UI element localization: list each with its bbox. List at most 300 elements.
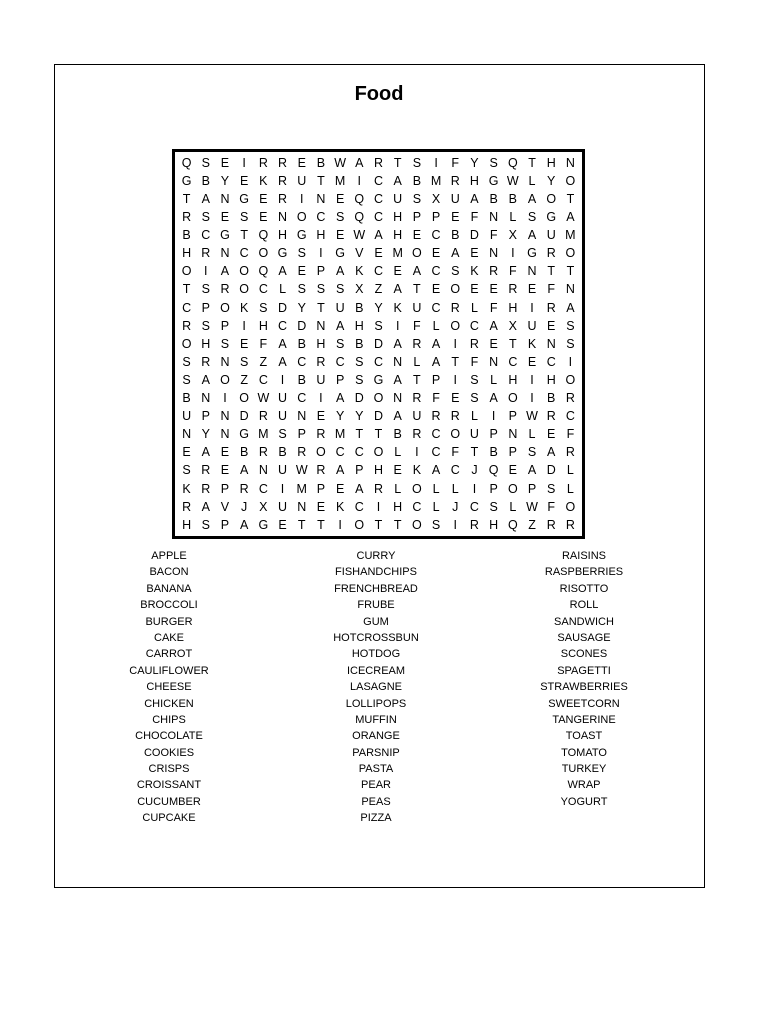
grid-cell: T: [297, 517, 306, 532]
grid-cell: C: [431, 445, 441, 460]
word-list-item: MUFFIN: [355, 713, 397, 726]
grid-cell: E: [374, 246, 383, 261]
grid-cell: T: [413, 372, 421, 387]
grid-cell: Q: [354, 210, 365, 225]
grid-cell: G: [239, 191, 250, 206]
grid-cell: I: [530, 300, 534, 315]
grid-cell: T: [451, 354, 460, 369]
word-list-item: ROLL: [569, 599, 599, 612]
grid-cell: U: [278, 391, 288, 406]
grid-cell: U: [278, 409, 288, 424]
grid-cell: S: [201, 318, 210, 333]
grid-cell: R: [201, 463, 211, 478]
grid-cell: O: [450, 427, 461, 442]
grid-cell: F: [566, 427, 575, 442]
grid-cell: E: [527, 354, 537, 369]
grid-cell: U: [278, 499, 288, 514]
grid-cell: C: [546, 354, 556, 369]
grid-cell: R: [546, 409, 556, 424]
grid-cell: C: [469, 318, 479, 333]
grid-cell: C: [412, 499, 422, 514]
grid-cell: A: [431, 463, 441, 478]
grid-cell: E: [335, 481, 345, 496]
grid-cell: S: [201, 517, 210, 532]
grid-cell: K: [239, 300, 249, 315]
grid-cell: P: [489, 481, 498, 496]
grid-cell: C: [373, 210, 383, 225]
grid-cell: S: [335, 210, 345, 225]
grid-cell: H: [469, 173, 479, 188]
grid-cell: A: [278, 336, 287, 351]
grid-cell: P: [508, 445, 517, 460]
word-list-item: LASAGNE: [350, 681, 402, 694]
grid-cell: N: [220, 427, 230, 442]
grid-cell: S: [451, 264, 460, 279]
grid-cell: M: [334, 427, 346, 442]
grid-cell: I: [242, 155, 246, 170]
grid-cell: R: [316, 354, 326, 369]
letter-grid: [172, 149, 585, 539]
grid-cell: Q: [488, 463, 499, 478]
grid-cell: C: [354, 445, 364, 460]
grid-cell: F: [470, 210, 479, 225]
grid-cell: W: [334, 155, 347, 170]
grid-cell: B: [316, 155, 326, 170]
grid-cell: I: [453, 336, 457, 351]
grid-cell: K: [182, 481, 191, 496]
grid-cell: I: [415, 445, 419, 460]
grid-cell: G: [296, 228, 307, 243]
grid-cell: B: [278, 445, 287, 460]
grid-cell: R: [373, 481, 383, 496]
word-list-item: PARSNIP: [352, 746, 400, 759]
grid-cell: L: [490, 372, 498, 387]
grid-cell: P: [201, 300, 210, 315]
grid-cell: R: [278, 155, 288, 170]
word-list-item: PASTA: [358, 763, 394, 776]
grid-cell: S: [201, 155, 210, 170]
grid-cell: H: [354, 318, 364, 333]
grid-cell: C: [201, 228, 211, 243]
grid-cell: E: [412, 228, 422, 243]
grid-cell: P: [316, 264, 326, 279]
grid-cell: E: [239, 173, 249, 188]
grid-cell: L: [470, 300, 478, 315]
grid-cell: U: [393, 191, 403, 206]
grid-cell: A: [355, 155, 364, 170]
word-list-item: CHIPS: [152, 713, 186, 726]
grid-cell: T: [413, 282, 421, 297]
grid-cell: N: [316, 318, 326, 333]
grid-cell: L: [432, 499, 440, 514]
grid-cell: P: [412, 210, 422, 225]
grid-cell: Z: [259, 354, 268, 369]
grid-cell: E: [220, 463, 230, 478]
grid-cell: E: [489, 336, 498, 351]
grid-cell: O: [450, 282, 461, 297]
grid-cell: S: [278, 427, 287, 442]
word-list-item: CRISPS: [148, 763, 190, 776]
grid-cell: S: [355, 354, 364, 369]
grid-cell: F: [413, 318, 421, 333]
grid-cell: N: [316, 191, 326, 206]
grid-cell: N: [393, 391, 403, 406]
grid-cell: U: [469, 427, 479, 442]
grid-cell: L: [279, 282, 287, 297]
grid-cell: B: [451, 228, 460, 243]
word-list-item: TURKEY: [561, 763, 607, 776]
grid-cell: S: [201, 282, 210, 297]
word-list-item: CHICKEN: [144, 697, 194, 710]
grid-cell: E: [297, 264, 306, 279]
grid-cell: N: [489, 354, 499, 369]
grid-cell: J: [241, 499, 248, 514]
grid-cell: Y: [374, 300, 383, 315]
word-list-item: CHEESE: [146, 681, 192, 694]
grid-cell: S: [566, 336, 575, 351]
grid-cell: O: [507, 391, 518, 406]
grid-cell: E: [220, 155, 230, 170]
word-list-item: RAISINS: [561, 550, 606, 562]
word-list-item: CAKE: [154, 631, 184, 644]
grid-cell: Y: [547, 173, 556, 188]
word-list-item: WRAP: [567, 779, 601, 792]
grid-cell: Y: [335, 409, 345, 424]
grid-cell: B: [355, 336, 364, 351]
grid-cell: R: [201, 354, 211, 369]
grid-cell: T: [182, 191, 191, 206]
grid-cell: R: [316, 463, 326, 478]
grid-cell: E: [335, 191, 345, 206]
grid-cell: B: [297, 336, 306, 351]
grid-cell: C: [508, 354, 518, 369]
grid-cell: B: [508, 191, 517, 206]
grid-cell: U: [450, 191, 460, 206]
grid-cell: Y: [220, 173, 230, 188]
grid-cell: J: [452, 499, 459, 514]
grid-cell: M: [334, 173, 346, 188]
grid-cell: R: [565, 391, 575, 406]
grid-cell: F: [509, 264, 517, 279]
grid-cell: I: [491, 409, 496, 424]
grid-cell: I: [319, 246, 323, 261]
grid-cell: F: [451, 445, 460, 460]
grid-cell: H: [373, 463, 383, 478]
grid-cell: B: [297, 372, 306, 387]
grid-cell: C: [258, 372, 268, 387]
grid-cell: I: [376, 499, 381, 514]
word-list-item: SPAGETTI: [557, 664, 611, 677]
grid-cell: C: [354, 499, 364, 514]
grid-cell: P: [316, 481, 326, 496]
grid-cell: U: [527, 318, 537, 333]
grid-cell: D: [239, 409, 249, 424]
grid-cell: Q: [507, 155, 518, 170]
grid-cell: E: [470, 246, 479, 261]
grid-cell: N: [220, 354, 230, 369]
grid-cell: A: [239, 463, 249, 478]
word-list-item: CURRY: [356, 550, 396, 562]
grid-cell: B: [182, 391, 191, 406]
grid-cell: H: [182, 517, 192, 532]
grid-cell: H: [316, 228, 326, 243]
grid-cell: R: [546, 300, 556, 315]
grid-cell: O: [507, 481, 518, 496]
grid-cell: A: [335, 391, 345, 406]
grid-cell: N: [220, 409, 230, 424]
grid-cell: A: [489, 318, 498, 333]
grid-cell: W: [506, 173, 519, 188]
grid-cell: O: [565, 173, 576, 188]
grid-cell: W: [526, 499, 538, 514]
grid-cell: A: [451, 246, 460, 261]
grid-cell: N: [258, 463, 268, 478]
grid-cell: U: [412, 409, 422, 424]
grid-cell: P: [527, 481, 537, 496]
grid-cell: S: [297, 246, 306, 261]
grid-cell: A: [393, 282, 402, 297]
grid-cell: F: [489, 300, 498, 315]
grid-cell: E: [259, 210, 268, 225]
grid-cell: M: [565, 228, 576, 243]
grid-cell: C: [431, 228, 441, 243]
grid-cell: U: [316, 372, 326, 387]
grid-cell: Q: [354, 191, 365, 206]
grid-cell: L: [566, 481, 574, 496]
grid-cell: R: [412, 427, 422, 442]
grid-cell: C: [469, 499, 479, 514]
grid-cell: K: [527, 336, 537, 351]
grid-cell: S: [489, 155, 498, 170]
grid-cell: Y: [201, 427, 210, 442]
grid-cell: B: [412, 173, 422, 188]
grid-cell: E: [220, 445, 230, 460]
grid-cell: X: [431, 191, 441, 206]
grid-cell: B: [201, 173, 210, 188]
grid-cell: E: [220, 210, 230, 225]
grid-cell: R: [565, 445, 575, 460]
grid-cell: L: [528, 173, 536, 188]
word-list-item: ICECREAM: [346, 664, 406, 677]
grid-cell: R: [546, 246, 556, 261]
grid-cell: P: [297, 427, 306, 442]
grid-cell: P: [489, 427, 498, 442]
grid-cell: S: [316, 282, 326, 297]
word-list-item: GUM: [363, 615, 389, 628]
word-list-item: BURGER: [145, 615, 193, 628]
grid-cell: O: [220, 300, 230, 315]
grid-cell: G: [488, 173, 499, 188]
grid-cell: Q: [507, 517, 518, 532]
grid-cell: S: [182, 354, 191, 369]
grid-cell: F: [451, 155, 460, 170]
grid-cell: G: [181, 173, 192, 188]
grid-cell: C: [431, 264, 441, 279]
word-list-item: SANDWICH: [554, 615, 614, 628]
grid-cell: R: [412, 391, 422, 406]
grid-cell: S: [239, 210, 249, 225]
page-title: Food: [354, 83, 404, 105]
word-list-item: HOTDOG: [351, 648, 401, 661]
grid-cell: E: [278, 517, 287, 532]
grid-cell: D: [278, 300, 288, 315]
grid-cell: K: [335, 499, 345, 514]
grid-cell: P: [220, 481, 230, 496]
grid-cell: E: [393, 463, 402, 478]
grid-cell: R: [508, 282, 518, 297]
grid-cell: L: [413, 354, 421, 369]
grid-cell: A: [335, 318, 345, 333]
grid-cell: P: [431, 210, 441, 225]
grid-cell: L: [432, 481, 440, 496]
grid-cell: H: [393, 228, 403, 243]
grid-cell: V: [220, 499, 230, 514]
grid-cell: C: [335, 445, 345, 460]
word-list-item: TOAST: [565, 730, 603, 743]
grid-cell: I: [242, 318, 246, 333]
grid-cell: I: [338, 517, 342, 532]
word-list-item: PIZZA: [360, 812, 392, 825]
word-list-item: STRAWBERRIES: [540, 681, 628, 694]
grid-cell: S: [335, 336, 345, 351]
grid-cell: L: [394, 481, 402, 496]
grid-cell: N: [527, 264, 537, 279]
grid-cell: S: [412, 191, 422, 206]
grid-cell: S: [431, 517, 441, 532]
grid-cell: I: [395, 318, 400, 333]
grid-cell: I: [319, 391, 323, 406]
grid-cell: L: [394, 445, 402, 460]
grid-cell: P: [431, 372, 441, 387]
grid-cell: H: [546, 372, 556, 387]
grid-cell: I: [530, 372, 534, 387]
grid-cell: R: [373, 155, 383, 170]
grid-cell: S: [374, 318, 383, 333]
grid-cell: O: [181, 264, 192, 279]
grid-cell: O: [373, 391, 384, 406]
grid-cell: C: [335, 354, 345, 369]
word-list-item: CUPCAKE: [142, 812, 196, 825]
grid-cell: B: [489, 445, 498, 460]
grid-cell: X: [508, 228, 517, 243]
grid-cell: O: [373, 445, 384, 460]
word-list-item: APPLE: [151, 550, 187, 562]
grid-cell: G: [546, 210, 557, 225]
grid-cell: K: [393, 300, 402, 315]
grid-cell: E: [182, 445, 191, 460]
grid-cell: A: [201, 372, 210, 387]
grid-cell: E: [393, 264, 402, 279]
grid-cell: A: [355, 481, 364, 496]
grid-cell: T: [374, 517, 383, 532]
grid-cell: Z: [374, 282, 383, 297]
grid-cell: U: [412, 300, 422, 315]
grid-cell: O: [239, 264, 250, 279]
grid-cell: N: [220, 246, 230, 261]
grid-cell: E: [316, 409, 326, 424]
grid-cell: O: [296, 210, 307, 225]
grid-cell: A: [393, 336, 402, 351]
grid-cell: E: [508, 463, 517, 478]
grid-cell: R: [489, 264, 499, 279]
grid-cell: P: [508, 409, 517, 424]
word-list-item: RASPBERRIES: [544, 566, 624, 579]
word-list-item: YOGURT: [560, 795, 608, 808]
word-list-item: ORANGE: [352, 730, 400, 743]
grid-cell: A: [431, 336, 441, 351]
grid-cell: Q: [181, 155, 192, 170]
grid-cell: K: [412, 463, 422, 478]
grid-cell: T: [317, 173, 325, 188]
grid-cell: S: [182, 463, 191, 478]
grid-cell: L: [566, 463, 574, 478]
grid-cell: C: [297, 354, 307, 369]
grid-cell: E: [451, 391, 460, 406]
grid-cell: O: [565, 246, 576, 261]
grid-cell: E: [547, 318, 556, 333]
grid-cell: R: [450, 300, 460, 315]
grid-cell: N: [393, 354, 403, 369]
grid-cell: O: [565, 372, 576, 387]
grid-cell: O: [220, 372, 230, 387]
grid-cell: B: [393, 427, 402, 442]
grid-cell: W: [257, 391, 270, 406]
grid-cell: H: [258, 318, 268, 333]
grid-cell: C: [278, 318, 288, 333]
grid-cell: X: [355, 282, 364, 297]
grid-cell: C: [182, 300, 192, 315]
grid-cell: R: [412, 336, 422, 351]
grid-cell: C: [316, 210, 326, 225]
word-list-column-2: [306, 548, 446, 827]
grid-cell: R: [278, 191, 288, 206]
grid-cell: K: [355, 264, 364, 279]
grid-cell: F: [470, 354, 479, 369]
grid-cell: I: [357, 173, 362, 188]
grid-cell: K: [470, 264, 479, 279]
grid-cell: T: [317, 517, 325, 532]
word-list-item: TOMATO: [561, 746, 607, 759]
grid-cell: S: [182, 372, 191, 387]
grid-cell: E: [297, 155, 306, 170]
grid-cell: R: [258, 445, 268, 460]
grid-cell: T: [182, 282, 191, 297]
word-list-item: COOKIES: [143, 746, 195, 759]
grid-cell: O: [412, 246, 422, 261]
grid-cell: I: [472, 481, 477, 496]
grid-cell: L: [509, 210, 517, 225]
grid-cell: N: [201, 391, 211, 406]
grid-cell: O: [565, 499, 576, 514]
grid-cell: R: [316, 427, 326, 442]
grid-cell: X: [259, 499, 268, 514]
grid-cell: I: [530, 391, 534, 406]
grid-cell: T: [393, 517, 402, 532]
grid-cell: N: [278, 210, 288, 225]
word-list-column-1: [99, 548, 239, 827]
grid-cell: R: [182, 210, 192, 225]
word-list-item: CHOCOLATE: [135, 730, 203, 743]
grid-cell: S: [412, 155, 422, 170]
grid-cell: I: [434, 155, 438, 170]
grid-cell: D: [546, 463, 556, 478]
grid-cell: E: [451, 210, 460, 225]
word-list-item: HOTCROSSBUN: [333, 631, 419, 644]
grid-cell: G: [527, 246, 537, 261]
grid-cell: F: [259, 336, 268, 351]
grid-cell: S: [259, 300, 268, 315]
grid-cell: R: [431, 409, 441, 424]
